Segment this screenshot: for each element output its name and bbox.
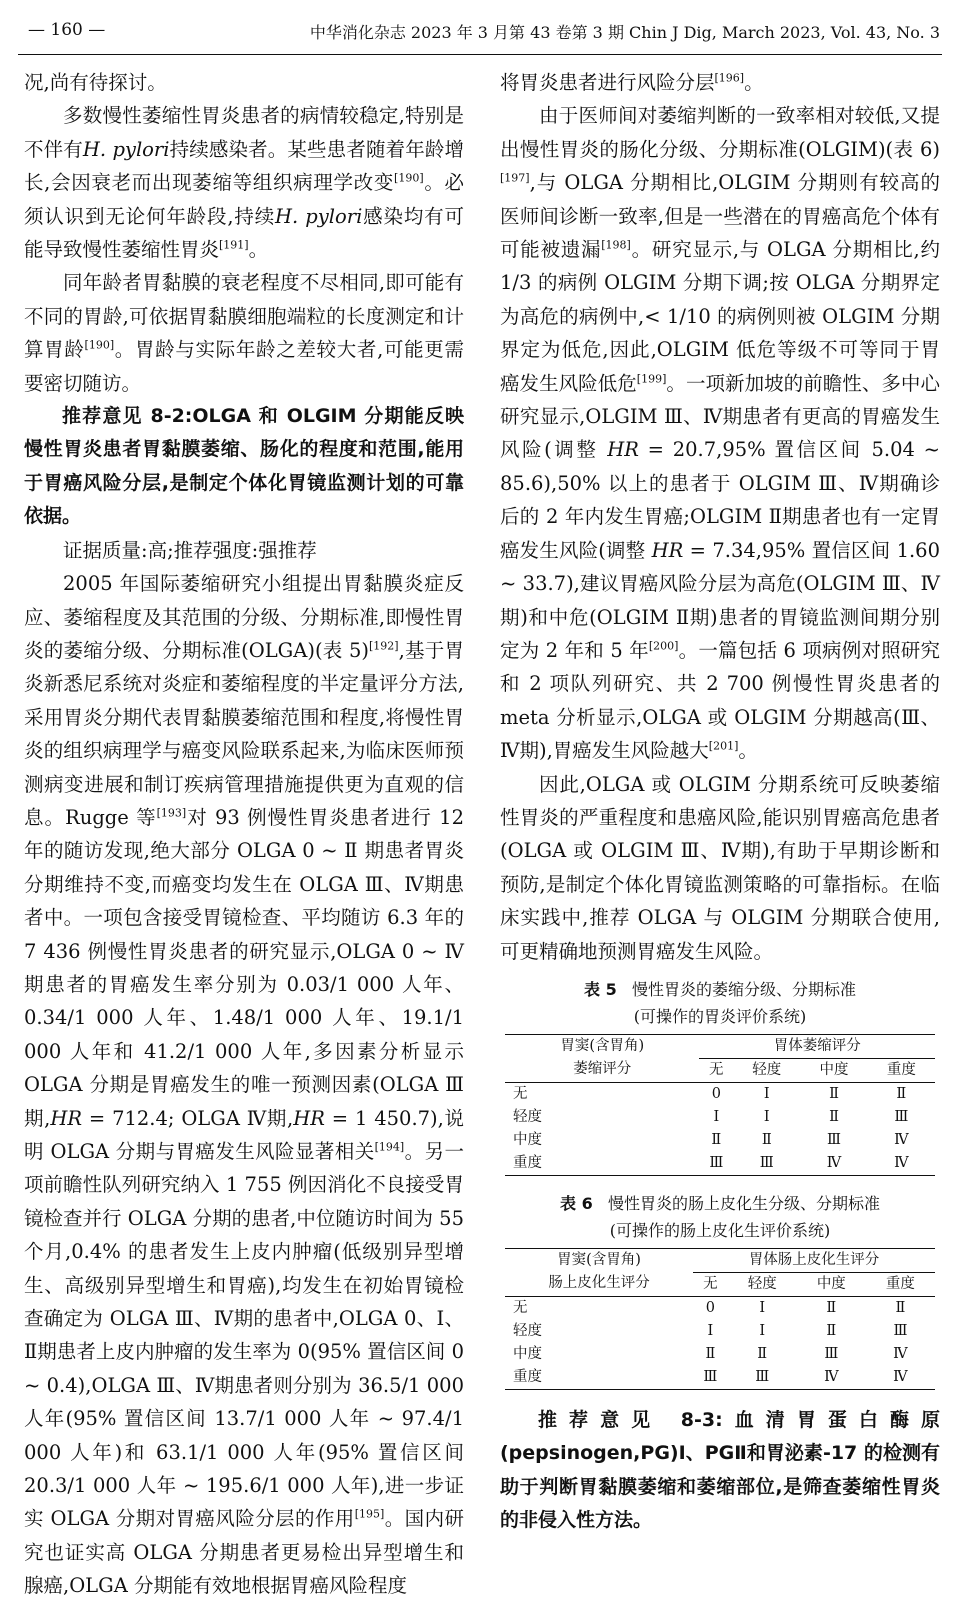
column-header: 重度 [886,1061,916,1078]
evidence-quality: 证据质量:高;推荐强度:强推荐 [63,538,317,562]
column-header: 无 [703,1275,718,1292]
citation: [198] [601,238,631,252]
citation: [197] [500,171,530,185]
table-5 [500,976,940,1176]
paragraph: 多数慢性萎缩性胃炎患者的病情较稳定,特别是不伴有H. pylori持续感染者。某些患者随着年龄增长,会因衰老而出现萎缩等组织病理学改变[190]。必须认识到无论何年龄段,持续H. pylori感染均有可能导致慢性萎缩性胃炎[191]。 [24,104,464,262]
column-group-header: 胃体萎缩评分 [699,1034,935,1058]
recommendation-8-2: 推荐意见 8-2:OLGA 和 OLGIM 分期能反映慢性胃炎患者胃黏膜萎缩、肠化的程度和范围,能用于胃癌风险分层,是制定个体化胃镜监测计划的可靠依据。 [24,405,464,528]
table-row: 重度 Ⅲ Ⅲ Ⅳ Ⅳ [505,1366,935,1390]
table-row: 轻度 Ⅰ Ⅰ Ⅱ Ⅲ [513,1322,908,1339]
row-header: 胃窦(含胃角) 肠上皮化生评分 [505,1248,693,1296]
citation: [193] [156,806,187,820]
citation: [199] [636,372,667,386]
table-5-caption: 表 5 慢性胃炎的萎缩分级、分期标准 (可操作的胃炎评价系统) [584,979,856,1026]
column-header: 轻度 [752,1061,782,1078]
paragraph: 由于医师间对萎缩判断的一致率相对较低,又提出慢性胃炎的肠化分级、分期标准(OLGIM)(表 6)[197],与 OLGA 分期相比,OLGIM 分期则有较高的医师间诊断一致率,但是一些潜在的胃癌高危个体有可能被遗漏[198]。研究显示,与 OLGA 分期相比,约 1/3 的病例 OLGIM 分期下调;按 OLGA 分期界定为高危的病例中,< 1/10 的病例则被 OLGIM 分期界定为低危,因此,OLGIM 低危等级不可等同于胃癌发生风险低危[199]。一项新加坡的前瞻性、多中心研究显示,OLGIM Ⅲ、Ⅳ期患者有更高的胃癌发生风险(调整 HR = 20.7,95% 置信区间 5.04 ~ 85.6),50% 以上的患者于 OLGIM Ⅲ、Ⅳ期确诊后的 2 年内发生胃癌;OLGIM Ⅱ期患者也有一定胃癌发生风险(调整 HR = 7.34,95% 置信区间 1.60 ~ 33.7),建议胃癌风险分层为高危(OLGIM Ⅲ、Ⅳ期)和中危(OLGIM Ⅱ期)患者的胃镜监测间期分别定为 2 年和 5 年[200]。一篇包括 6 项病例对照研究和 2 项队列研究、共 2 700 例慢性胃炎患者的 meta 分析显示,OLGA 或 OLGIM 分期越高(Ⅲ、Ⅳ期),胃癌发生风险越大[201]。 [500,104,941,763]
column-header: 重度 [885,1275,915,1292]
table-row: 无 0 Ⅰ Ⅱ Ⅱ [513,1085,907,1102]
left-column [24,66,464,1603]
column-header: 无 [709,1061,724,1078]
right-column [500,66,940,1538]
paragraph: 同年龄者胃黏膜的衰老程度不尽相同,即可能有不同的胃龄,可依据胃黏膜细胞端粒的长度测定和计算胃龄[190]。胃龄与实际年龄之差较大者,可能更需要密切随访。 [24,271,464,395]
table-6-caption: 表 6 慢性胃炎的肠上皮化生分级、分期标准 (可操作的肠上皮化生评价系统) [560,1193,880,1240]
citation: [190] [84,338,115,352]
citation: [190] [394,171,424,185]
paragraph: 2005 年国际萎缩研究小组提出胃黏膜炎症反应、萎缩程度及其范围的分级、分期标准,即慢性胃炎的萎缩分级、分期标准(OLGA)(表 5)[192],基于胃炎新悉尼系统对炎症和萎缩程度的半定量评分方法,采用胃炎分期代表胃黏膜萎缩范围和程度,将慢性胃炎的组织病理学与癌变风险联系起来,为临床医师预测病变进展和制订疾病管理措施提供更为直观的信息。Rugge 等[193]对 93 例慢性胃炎患者进行 12 年的随访发现,绝大部分 OLGA 0 ~ Ⅱ 期患者胃炎分期维持不变,而癌变均发生在 OLGA Ⅲ、Ⅳ期患者中。一项包含接受胃镜检查、平均随访 6.3 年的 7 436 例慢性胃炎患者的研究显示,OLGA 0 ~ Ⅳ期患者的胃癌发生率分别为 0.03/1 000 人年、0.34/1 000 人年、1.48/1 000 人年、19.1/1 000 人年和 41.2/1 000 人年,多因素分析显示 OLGA 分期是胃癌发生的唯一预测因素(OLGA Ⅲ期,HR = 712.4; OLGA Ⅳ期,HR = 1 450.7),说明 OLGA 分期与胃癌发生风险显著相关[194]。另一项前瞻性队列研究纳入 1 755 例因消化不良接受胃镜检查并行 OLGA 分期的患者,中位随访时间为 55 个月,0.4% 的患者发生上皮内肿瘤(低级别异型增生、高级别异型增生和胃癌),均发生在初始胃镜检查确定为 OLGA Ⅲ、Ⅳ期的患者中,OLGA 0、Ⅰ、Ⅱ期患者上皮内肿瘤的发生率为 0(95% 置信区间 0 ~ 0.4),OLGA Ⅲ、Ⅳ期患者则分别为 36.5/1 000 人年(95% 置信区间 13.7/1 000 人年 ~ 97.4/1 000 人年)和 63.1/1 000 人年(95% 置信区间 20.3/1 000 人年 ~ 195.6/1 000 人年),进一步证实 OLGA 分期对胃癌风险分层的作用[195]。国内研究也证实高 OLGA 分期患者更易检出异型增生和腺癌,OLGA 分期能有效地根据胃癌风险程度 [24,572,464,1598]
citation: [191] [219,238,249,252]
citation: [192] [368,639,399,653]
column-group-header: 胃体肠上皮化生评分 [693,1248,935,1272]
running-title: 中华消化杂志 2023 年 3 月第 43 卷第 3 期 Chin J Dig, March 2023, Vol. 43, No. 3 [309,23,940,42]
table-row: 重度 Ⅲ Ⅲ Ⅳ Ⅳ [505,1152,935,1176]
recommendation-8-3: 推荐意见 8-3:血清胃蛋白酶原(pepsinogen,PG)Ⅰ、PGⅡ和胃泌素-17 的检测有助于判断胃黏膜萎缩和萎缩部位,是筛查萎缩性胃炎的非侵入性方法。 [500,1408,940,1532]
column-header: 中度 [819,1061,849,1078]
column-header: 中度 [816,1275,846,1292]
page-number: — 160 — [28,20,106,40]
paragraph: 将胃炎患者进行风险分层[196]。 [500,71,764,94]
paragraph: 因此,OLGA 或 OLGIM 分期系统可反映萎缩性胃炎的严重程度和患癌风险,能识别胃癌高危患者(OLGA 或 OLGIM Ⅲ、Ⅳ期),有助于早期诊断和预防,是制定个体化胃镜监测策略的可靠指标。在临床实践中,推荐 OLGA 与 OLGIM 分期联合使用,可更精确地预测胃癌发生风险。 [500,772,940,963]
paragraph: 况,尚有待探讨。 [24,71,167,94]
citation: [195] [354,1507,385,1521]
citation: [201] [708,739,739,753]
table-row: 中度 Ⅱ Ⅱ Ⅲ Ⅳ [513,1345,908,1362]
citation: [196] [714,71,745,85]
table-row: 无 0 Ⅰ Ⅱ Ⅱ [513,1299,906,1316]
page-header [0,14,960,44]
citation: [194] [374,1140,405,1154]
header-rule [18,54,942,55]
column-header: 轻度 [747,1275,777,1292]
row-header: 胃窦(含胃角) 萎缩评分 [505,1034,699,1082]
table-row: 中度 Ⅱ Ⅱ Ⅲ Ⅳ [513,1131,909,1148]
table-row: 轻度 Ⅰ Ⅰ Ⅱ Ⅲ [513,1108,909,1125]
citation: [200] [648,639,679,653]
table-6 [500,1190,940,1390]
